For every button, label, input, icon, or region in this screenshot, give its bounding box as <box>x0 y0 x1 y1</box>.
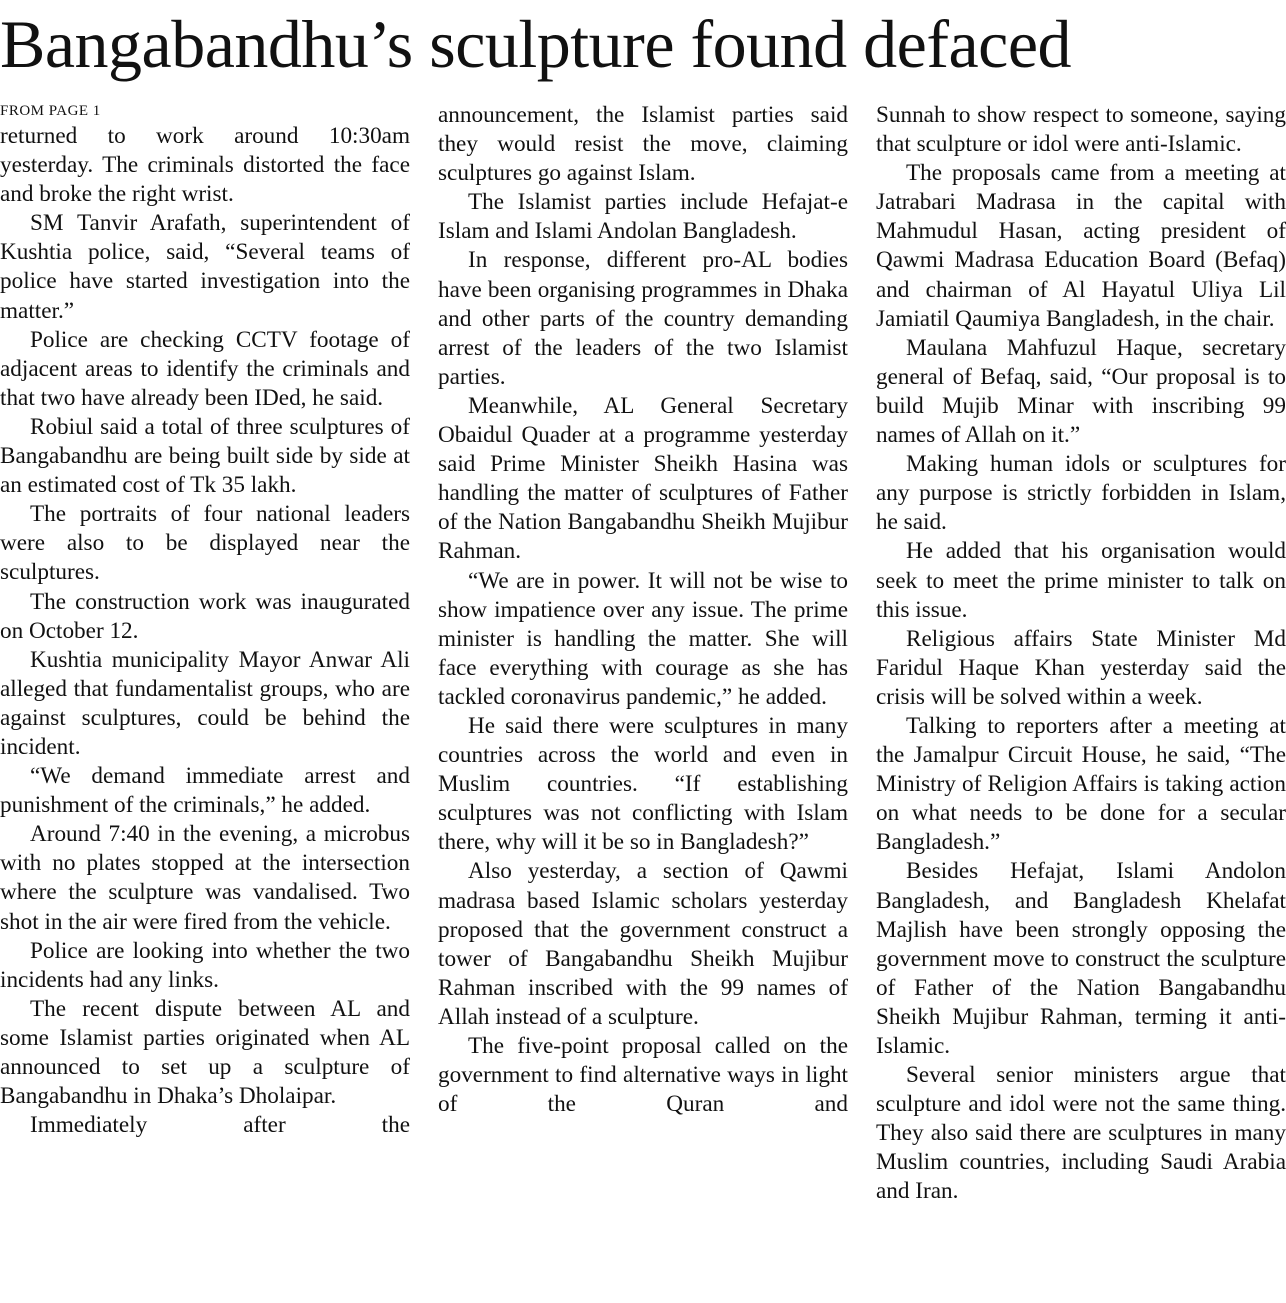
article-column-1 <box>0 100 410 1302</box>
article-column-3 <box>876 101 1286 1303</box>
paragraph: The portraits of four national leaders were also to be displayed near the sculptures. <box>0 501 410 586</box>
paragraph: The recent dispute between AL and some Islamist parties originated when AL announced to set up a sculpture of Bangabandhu in Dhaka’s Dholaipar. <box>0 995 410 1110</box>
paragraph: returned to work around 10:30am yesterday. The criminals distorted the face and broke the right wrist. <box>0 123 410 208</box>
headline: Bangabandhu’s sculpture found defaced <box>0 6 1072 82</box>
paragraph: Police are checking CCTV footage of adjacent areas to identify the criminals and that two have already been IDed, he said. <box>0 326 410 411</box>
paragraph: Police are looking into whether the two incidents had any links. <box>0 937 410 993</box>
paragraph: Religious affairs State Minister Md Faridul Haque Khan yesterday said the crisis will be solved within a week. <box>876 625 1286 710</box>
paragraph: Around 7:40 in the evening, a microbus with no plates stopped at the intersection where the sculpture was vandalised. Two shot in the air were fired from the vehicle. <box>0 821 410 935</box>
paragraph: Maulana Mahfuzul Haque, secretary general of Befaq, said, “Our proposal is to build Mujib Minar with inscribing 99 names of Allah on it.” <box>876 334 1286 449</box>
paragraph: In response, different pro-AL bodies have been organising programmes in Dhaka and other parts of the country demanding arrest of the leaders of the two Islamist parties. <box>438 247 848 390</box>
paragraph: Making human idols or sculptures for any purpose is strictly forbidden in Islam, he said. <box>876 451 1286 536</box>
paragraph: The five-point proposal called on the government to find alternative ways in light of the Quran and <box>438 1033 848 1118</box>
paragraph: “We are in power. It will not be wise to show impatience over any issue. The prime minister is handling the matter. She will face everything with courage as she has tackled coronavirus pandemic,” he added. <box>438 567 848 710</box>
paragraph: Also yesterday, a section of Qawmi madrasa based Islamic scholars yesterday proposed that the government construct a tower of Bangabandhu Sheikh Mujibur Rahman inscribed with the 99 names of Allah instead of a sculpture. <box>438 858 848 1030</box>
paragraph: The proposals came from a meeting at Jatrabari Madrasa in the capital with Mahmudul Hasan, acting president of Qawmi Madrasa Education Board (Befaq) and chairman of Al Hayatul Uliya Lil Jamiatil Qaumiya Bangladesh, in the chair. <box>876 160 1286 332</box>
article-column-2 <box>438 101 848 1303</box>
paragraph: He said there were sculptures in many countries across the world and even in Muslim countries. “If establishing sculptures was not conflicting with Islam there, why will it be so in Bangladesh?” <box>438 712 848 856</box>
paragraph: The Islamist parties include Hefajat-e Islam and Islami Andolan Bangladesh. <box>438 189 848 245</box>
paragraph: “We demand immediate arrest and punishment of the criminals,” he added. <box>0 763 410 819</box>
paragraph: Robiul said a total of three sculptures of Bangabandhu are being built side by side at an estimated cost of Tk 35 lakh. <box>0 413 410 499</box>
paragraph: Kushtia municipality Mayor Anwar Ali alleged that fundamentalist groups, who are against sculptures, could be behind the incident. <box>0 646 410 760</box>
paragraph: SM Tanvir Arafath, superintendent of Kushtia police, said, “Several teams of police have started investigation into the matter.” <box>0 210 410 324</box>
paragraph: Sunnah to show respect to someone, saying that sculpture or idol were anti-Islamic. <box>876 102 1286 158</box>
paragraph: He added that his organisation would seek to meet the prime minister to talk on this issue. <box>876 538 1286 623</box>
paragraph: Talking to reporters after a meeting at the Jamalpur Circuit House, he said, “The Ministry of Religion Affairs is taking action on what needs to be done for a secular Bangladesh.” <box>876 712 1286 856</box>
paragraph: announcement, the Islamist parties said they would resist the move, claiming sculptures go against Islam. <box>438 102 848 187</box>
paragraph: Several senior ministers argue that sculpture and idol were not the same thing. They also said there are sculptures in many Muslim countries, including Saudi Arabia and Iran. <box>876 1062 1286 1205</box>
paragraph: Besides Hefajat, Islami Andolon Bangladesh, and Bangladesh Khelafat Majlish have been strongly opposing the government move to construct the sculpture of Father of the Nation Bangabandhu Sheikh Mujibur Rahman, terming it anti-Islamic. <box>876 858 1286 1059</box>
paragraph: Meanwhile, AL General Secretary Obaidul Quader at a programme yesterday said Prime Minister Sheikh Hasina was handling the matter of sculptures of Father of the Nation Bangabandhu Sheikh Mujibur Rahman. <box>438 392 848 565</box>
paragraph: Immediately after the <box>30 1112 410 1139</box>
paragraph: The construction work was inaugurated on October 12. <box>0 588 410 644</box>
dateline: FROM PAGE 1 <box>0 103 101 119</box>
